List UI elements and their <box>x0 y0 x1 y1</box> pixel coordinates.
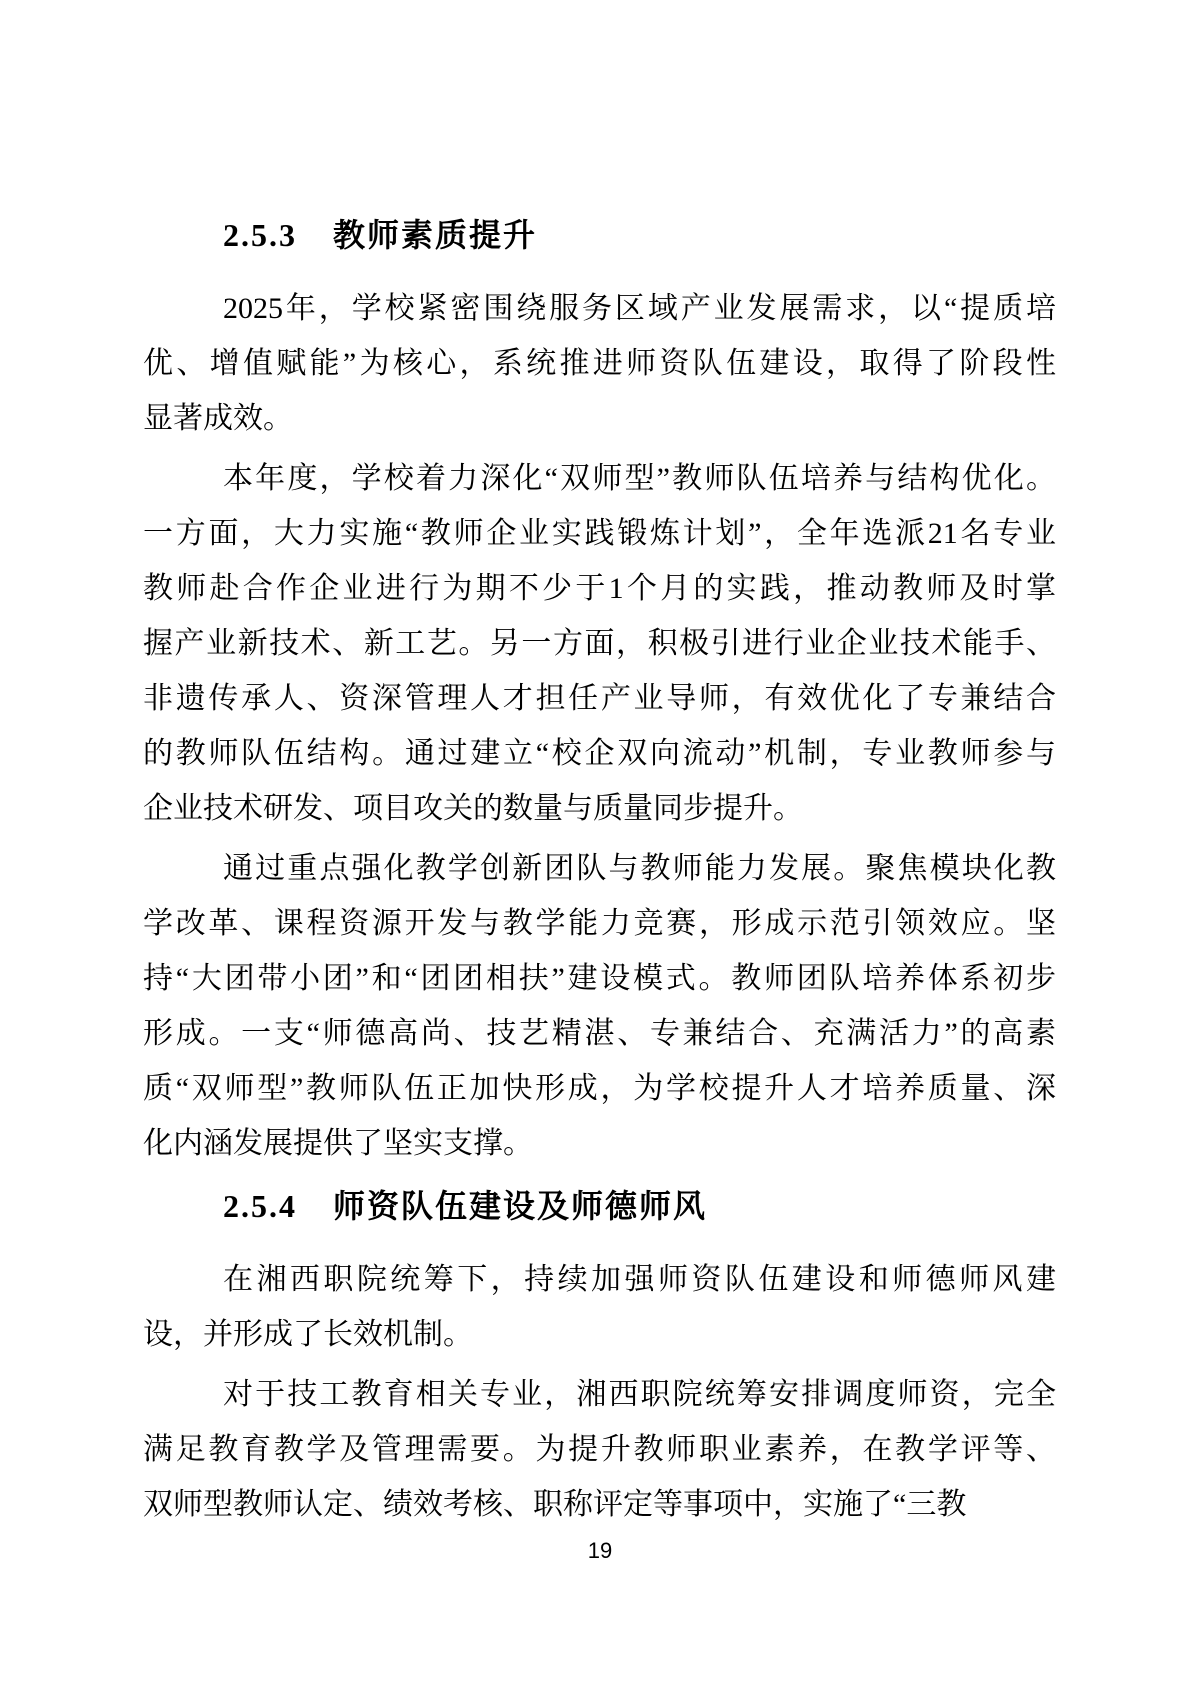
text-line: 非遗传承人、资深管理人才担任产业导师，有效优化了专兼结合 <box>143 682 1056 715</box>
text-line: 学改革、课程资源开发与教学能力竞赛，形成示范引领效应。坚 <box>143 907 1056 940</box>
paragraph <box>143 841 1056 1171</box>
text-line: 双师型教师认定、绩效考核、职称评定等事项中，实施了“三教 <box>143 1488 967 1521</box>
heading-title: 教师素质提升 <box>333 217 538 253</box>
text-line: 2025年，学校紧密围绕服务区域产业发展需求，以“提质培 <box>223 292 1056 325</box>
paragraph <box>143 281 1056 446</box>
text-line: 企业技术研发、项目攻关的数量与质量同步提升。 <box>143 792 803 825</box>
text-line: 设，并形成了长效机制。 <box>143 1318 473 1351</box>
section-heading <box>143 1176 1056 1236</box>
text-line: 教师赴合作企业进行为期不少于1个月的实践，推动教师及时掌 <box>143 572 1056 605</box>
paragraph <box>143 451 1056 836</box>
text-line: 质“双师型”教师队伍正加快形成，为学校提升人才培养质量、深 <box>143 1072 1056 1105</box>
text-line: 化内涵发展提供了坚实支撑。 <box>143 1127 533 1160</box>
page-number: 19 <box>587 1538 613 1563</box>
text-line: 通过重点强化教学创新团队与教师能力发展。聚焦模块化教 <box>223 852 1056 885</box>
text-line: 形成。一支“师德高尚、技艺精湛、专兼结合、充满活力”的高素 <box>143 1017 1056 1050</box>
text-line: 本年度，学校着力深化“双师型”教师队伍培养与结构优化。 <box>223 462 1056 495</box>
text-line: 握产业新技术、新工艺。另一方面，积极引进行业企业技术能手、 <box>143 627 1056 660</box>
paragraph <box>143 1367 1056 1532</box>
text-line: 在湘西职院统筹下，持续加强师资队伍建设和师德师风建 <box>223 1263 1056 1296</box>
text-line: 显著成效。 <box>143 402 293 435</box>
text-line: 一方面，大力实施“教师企业实践锻炼计划”，全年选派21名专业 <box>143 517 1056 550</box>
text-line: 优、增值赋能”为核心，系统推进师资队伍建设，取得了阶段性 <box>143 347 1056 380</box>
paragraph <box>143 1252 1056 1362</box>
text-line: 满足教育教学及管理需要。为提升教师职业素养，在教学评等、 <box>143 1433 1056 1466</box>
text-line: 持“大团带小团”和“团团相扶”建设模式。教师团队培养体系初步 <box>143 962 1056 995</box>
text-line: 对于技工教育相关专业，湘西职院统筹安排调度师资，完全 <box>223 1378 1056 1411</box>
text-line: 的教师队伍结构。通过建立“校企双向流动”机制，专业教师参与 <box>143 737 1056 770</box>
heading-title: 师资队伍建设及师德师风 <box>333 1188 708 1224</box>
heading-number: 2.5.4 <box>223 1188 297 1224</box>
section-heading <box>143 205 1056 265</box>
heading-number: 2.5.3 <box>223 217 297 253</box>
